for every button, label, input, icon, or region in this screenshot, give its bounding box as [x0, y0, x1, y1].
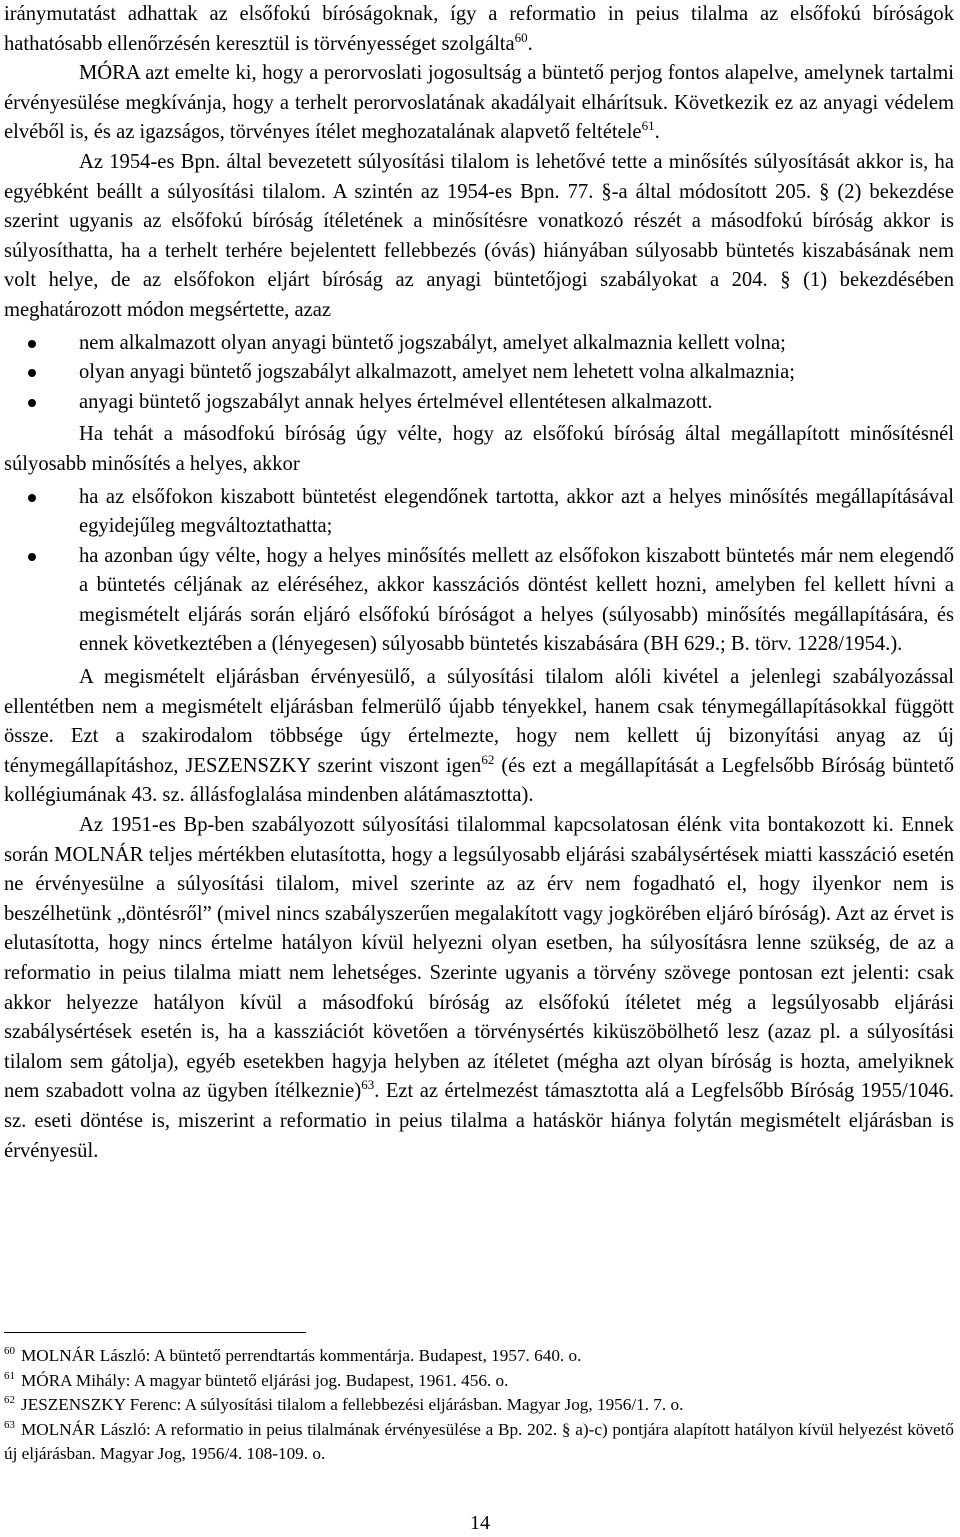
list-item: nem alkalmazott olyan anyagi büntető jogszabályt, amelyet alkalmaznia kellett volna;: [4, 329, 954, 359]
footnote-ref-63[interactable]: 63: [361, 1077, 375, 1093]
footnote-63: $^{63}$ MOLNÁR László: A reformatio in peius tilalmának érvényesülése a Bp. 202. § a)-c) pontjára alapított hatályon kívül helyezést követő új eljárásban. Magyar Jog, 1956/4. 108-109. o.: [4, 1418, 954, 1464]
footnote-ref-60[interactable]: 60: [514, 29, 528, 45]
page-number: 14: [470, 1512, 490, 1534]
footnote-ref-62[interactable]: 62: [481, 751, 495, 767]
bullet-list-1: [4, 329, 954, 418]
document-page: [4, 0, 954, 1166]
footnote-61: $^{61}$ MÓRA Mihály: A magyar büntető eljárási jog. Budapest, 1961. 456. o.: [4, 1369, 509, 1390]
paragraph-1: iránymutatást adhattak az elsőfokú bíróságoknak, így a reformatio in peius tilalma az elsőfokú bíróságok hathatósabb ellenőrzésén keresztül is törvényességet szolgálta$^{60}$.: [4, 3, 954, 55]
paragraph-6: Az 1951-es Bp-ben szabályozott súlyosítási tilalommal kapcsolatosan élénk vita bontakozott ki. Ennek során MOLNÁR teljes mértékben elutasította, hogy a legsúlyosabb eljárási szabálysértések miatti kasszáció esetén ne érvényesülne a súlyosítási tilalom, mivel szerinte az az érv nem fogadható el, hogy ilyenkor nem is beszélhetünk „döntésről” (mivel nincs szabályszerűen megalakított vagy jogkörében eljáró bíróság). Azt az érvet is elutasította, hogy nincs értelme hatályon kívül helyezni olyan esetben, ha súlyosításra lenne szükség, de az a reformatio in peius tilalma miatt nem lehetséges. Szerinte ugyanis a törvény szövege pontosan ezt jelenti: csak akkor helyezze hatályon kívül a másodfokú bíróság az elsőfokú ítéletet még a legsúlyosabb eljárási szabálysértések esetén is, ha a kassziációt követően a törvénysértés kiküszöbölhető lesz (azaz pl. a súlyosítási tilalom sem gátolja), egyéb esetekben hagyja helyben az ítéletet (mégha azt olyan bíróság is hozta, amelyiknek nem szabadott volna az ügyben ítélkeznie)$^{63}$. Ezt az értelmezést támasztotta alá a Legfelsőbb Bíróság 1955/1046. sz. eseti döntése is, miszerint a reformatio in peius tilalma a hatáskör hiánya folytán megismételt eljárásban is érvényesül.: [4, 814, 954, 1162]
paragraph-3: Az 1954-es Bpn. által bevezetett súlyosítási tilalom is lehetővé tette a minősítés súlyosítását akkor is, ha egyébként beállt a súlyosítási tilalom. A szintén az 1954-es Bpn. 77. §-a által módosított 205. § (2) bekezdése szerint ugyanis az elsőfokú bíróság ítéletének a minősítésre vonatkozó részét a másodfokú bíróság akkor is súlyosíthatta, ha a terhelt terhére bejelentett fellebbezés (óvás) hiányában súlyosabb büntetés kiszabásának nem volt helye, de az elsőfokon eljárt bíróság az anyagi büntetőjogi szabályokat a 204. § (1) bekezdésében meghatározott módon megsértette, azaz: [4, 150, 954, 321]
list-item: ha azonban úgy vélte, hogy a helyes minősítés mellett az elsőfokon kiszabott büntetés már nem elegendő a büntetés céljának az eléréséhez, akkor kasszációs döntést kellett hozni, amelyben fel kellett hívni a megismételt eljárás során eljáró elsőfokú bíróságot a helyes (súlyosabb) minősítés megállapítására, és ennek következtében a (lényegesen) súlyosabb büntetés kiszabására (BH 629.; B. törv. 1228/1954.).: [4, 542, 954, 660]
bullet-list-2: [4, 483, 954, 661]
list-item: olyan anyagi büntető jogszabályt alkalmazott, amelyet nem lehetett volna alkalmaznia;: [4, 358, 954, 388]
paragraph-2: MÓRA azt emelte ki, hogy a perorvoslati jogosultság a büntető perjog fontos alapelve, amelynek tartalmi érvényesülése megkívánja, hogy a terhelt perorvoslatának akadályait elhárítsuk. Következik ez az anyagi védelem elvéből is, és az igazságos, törvényes ítélet meghozatalának alapvető feltétele$^{61}$.: [4, 62, 954, 144]
footnote-ref-61[interactable]: 61: [641, 118, 655, 134]
list-item: anyagi büntető jogszabályt annak helyes értelmével ellentétesen alkalmazott.: [4, 388, 954, 418]
paragraph-4: Ha tehát a másodfokú bíróság úgy vélte, hogy az elsőfokú bíróság által megállapított minősítésnél súlyosabb minősítés a helyes, akkor: [4, 423, 954, 475]
footnote-60: $^{60}$ MOLNÁR László: A büntető perrendtartás kommentárja. Budapest, 1957. 640. o.: [4, 1345, 582, 1365]
footnote-divider: [4, 1332, 306, 1333]
footnotes: [4, 1344, 954, 1467]
paragraph-5: A megismételt eljárásban érvényesülő, a súlyosítási tilalom alóli kivétel a jelenlegi szabályozással ellentétben nem a megismételt eljárásban felmerülő újabb tényekkel, hanem csak ténymegállapításokkal függött össze. Ezt a szakirodalom többsége úgy értelmezte, hogy nem kellett új bizonyítási anyag az új ténymegállapításhoz, JESZENSZKY szerint viszont igen$^{62}$ (és ezt a megállapítását a Legfelsőbb Bíróság büntető kollégiumának 43. sz. állásfoglalása mindenben alátámasztotta).: [4, 666, 954, 807]
footnote-62: $^{62}$ JESZENSZKY Ferenc: A súlyosítási tilalom a fellebbezési eljárásban. Magyar Jog, 1956/1. 7. o.: [4, 1394, 684, 1415]
list-item: ha az elsőfokon kiszabott büntetést elegendőnek tartotta, akkor azt a helyes minősítés megállapításával egyidejűleg megváltoztathatta;: [4, 483, 954, 542]
